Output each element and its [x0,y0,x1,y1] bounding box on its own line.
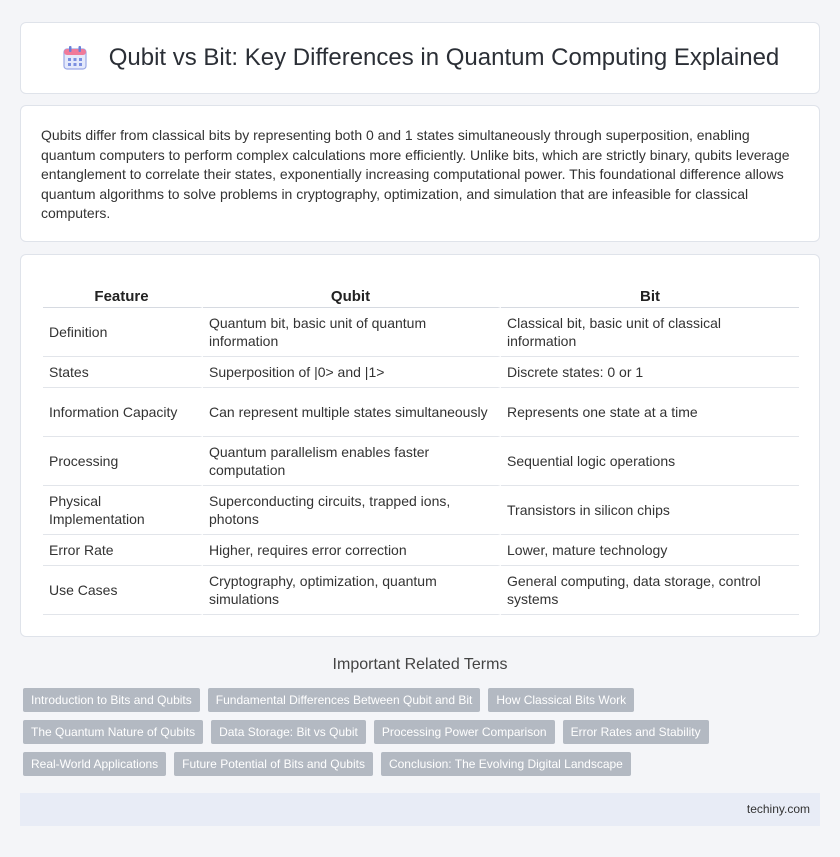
related-tag[interactable]: Data Storage: Bit vs Qubit [211,720,366,744]
feature-cell: Information Capacity [43,388,203,437]
qubit-cell: Cryptography, optimization, quantum simulations [203,566,501,615]
bit-cell: Lower, mature technology [501,535,799,566]
table-row [43,388,799,437]
related-tag[interactable]: Future Potential of Bits and Qubits [174,752,373,776]
related-tag[interactable]: How Classical Bits Work [488,688,634,712]
calendar-icon [61,44,89,72]
related-tag[interactable]: Processing Power Comparison [374,720,555,744]
feature-cell: Definition [43,308,203,357]
qubit-cell: Superconducting circuits, trapped ions, photons [203,486,501,535]
footer-site-link[interactable]: techiny.com [746,802,810,816]
qubit-cell: Superposition of |0> and |1> [203,357,501,388]
qubit-cell: Higher, requires error correction [203,535,501,566]
table-row [43,566,799,615]
table-row [43,308,799,357]
intro-paragraph: Qubits differ from classical bits by representing both 0 and 1 states simultaneously through superposition, enabling quantum computers to perform complex calculations more efficiently. Unlike bits, which are strictly binary, qubits leverage entanglement to correlate their states, exponentially increasing computational power. This foundational difference allows quantum algorithms to solve problems in cryptography, optimization, and simulation that are infeasible for classical computers. [41,127,790,221]
feature-cell: Use Cases [43,566,203,615]
related-tags [20,688,820,776]
bit-cell: Discrete states: 0 or 1 [501,357,799,388]
title-wrap [61,44,780,72]
page-title: Qubit vs Bit: Key Differences in Quantum Computing Explained [108,44,780,71]
related-tag[interactable]: Conclusion: The Evolving Digital Landscape [381,752,631,776]
feature-cell: Physical Implementation [43,486,203,535]
related-terms-section [20,656,820,776]
table-row [43,535,799,566]
related-tag[interactable]: The Quantum Nature of Qubits [23,720,203,744]
table-row [43,486,799,535]
feature-cell: States [43,357,203,388]
header-feature: Feature [43,285,203,308]
bit-cell: Classical bit, basic unit of classical information [501,308,799,357]
bit-cell: Transistors in silicon chips [501,486,799,535]
related-tag[interactable]: Fundamental Differences Between Qubit and Bit [208,688,481,712]
table-header-row [43,285,799,308]
related-tag[interactable]: Introduction to Bits and Qubits [23,688,200,712]
qubit-cell: Quantum parallelism enables faster computation [203,437,501,486]
bit-cell: Represents one state at a time [501,388,799,437]
header-qubit: Qubit [203,285,501,308]
table-row [43,357,799,388]
intro-card [20,105,820,242]
bit-cell: Sequential logic operations [501,437,799,486]
feature-cell: Processing [43,437,203,486]
header-bit: Bit [501,285,799,308]
qubit-cell: Quantum bit, basic unit of quantum information [203,308,501,357]
related-tag[interactable]: Error Rates and Stability [563,720,709,744]
feature-cell: Error Rate [43,535,203,566]
qubit-cell: Can represent multiple states simultaneously [203,388,501,437]
table-row [43,437,799,486]
related-tag[interactable]: Real-World Applications [23,752,166,776]
header-card [20,22,820,94]
comparison-table-card [20,254,820,637]
bit-cell: General computing, data storage, control systems [501,566,799,615]
comparison-table [43,285,799,615]
footer [20,793,820,826]
related-terms-title: Important Related Terms [332,656,508,673]
